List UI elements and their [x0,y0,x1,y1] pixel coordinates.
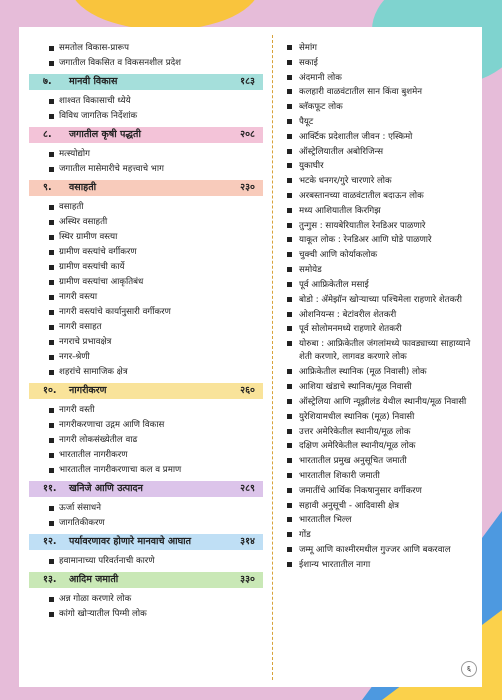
bullet-icon [287,562,292,567]
bullet-icon [287,45,292,50]
bullet-icon [287,252,292,257]
list-item: युकाघीर [285,159,475,174]
list-item: नागरी लोकसंख्येतील वाढ [29,433,263,448]
list-item: ब्लॅकफूट लोक [285,100,475,115]
bullet-icon [287,223,292,228]
list-item: पूर्व सोलोमनमध्ये राहणारे शेतकरी [285,322,475,337]
list-item: ऑस्ट्रेलियातील अबोरिजिन्स [285,145,475,160]
intro-list [29,41,263,71]
list-item: योरुबा : आफ्रिकेतील जंगलांमध्ये फावड्याच्या साहाय्याने शेती करणारे, लागवड करणारे लोक [285,337,475,365]
topic-list [285,41,475,573]
list-item: आशिया खंडाचे स्थानिक/मूळ निवासी [285,380,475,395]
list-item: समोयेड [285,263,475,278]
list-item: नागरी वसाहत [29,320,263,335]
bullet-icon [287,312,292,317]
list-item: जागतिकीकरण [29,516,263,531]
bullet-icon [49,46,54,51]
list-item: नागरी वस्त्या [29,290,263,305]
chapter-page: २६० [240,385,255,396]
bullet-icon [49,423,54,428]
bullet-icon [49,468,54,473]
chapter-header[interactable] [29,180,263,196]
list-item: अस्थिर वसाहती [29,215,263,230]
list-item: अरबस्तानच्या वाळवंटातील बदाऊन लोक [285,189,475,204]
list-item: शाश्वत विकासाची ध्येये [29,94,263,109]
list-item: ओशनियन्स : बेटांवरील शेतकरी [285,308,475,323]
bullet-icon [49,521,54,526]
bullet-icon [49,99,54,104]
bullet-icon [287,178,292,183]
list-item: नागरीकरणाचा उद्गम आणि विकास [29,418,263,433]
bullet-icon [49,325,54,330]
list-item: नगराचे प्रभावक्षेत्र [29,335,263,350]
list-item: सकाई [285,56,475,71]
bullet-icon [49,370,54,375]
bullet-icon [49,559,54,564]
bullet-icon [287,267,292,272]
list-item: विविध जागतिक निर्देशांक [29,109,263,124]
list-item: ग्रामीण वस्त्यांचे वर्गीकरण [29,245,263,260]
chapter-page: १८३ [240,76,255,87]
list-item: कलहारी वाळवंटातील सान किंवा बुशमेन [285,85,475,100]
bullet-icon [287,458,292,463]
bullet-icon [287,473,292,478]
list-item: नगर-श्रेणी [29,350,263,365]
list-item: सहावी अनुसूची - आदिवासी क्षेत्र [285,499,475,514]
bullet-icon [49,235,54,240]
chapter-title: मानवी विकास [69,76,118,87]
bullet-icon [49,250,54,255]
bullet-icon [49,506,54,511]
list-item: ऑस्ट्रेलिया आणि न्यूझीलंड येथील स्थानीय/मूळ निवासी [285,395,475,410]
list-item: मध्य आशियातील किरगिझ [285,204,475,219]
list-item: जगातील मासेमारीचे महत्त्वाचे भाग [29,162,263,177]
chapter-number: १०. [43,385,57,396]
chapter-number: ११. [43,483,57,494]
bullet-icon [49,295,54,300]
bullet-icon [287,149,292,154]
bullet-icon [287,134,292,139]
list-item: कांगो खोऱ्यातील पिग्मी लोक [29,607,263,622]
bullet-icon [49,310,54,315]
chapter-title: आदिम जमाती [69,574,119,585]
list-item: मत्स्योद्योग [29,147,263,162]
list-item: अंदमानी लोक [285,71,475,86]
list-item: ग्रामीण वस्त्यांची कार्ये [29,260,263,275]
chapter-title: जगातील कृषी पद्धती [69,129,141,140]
bullet-icon [287,193,292,198]
chapter-number: ९. [43,182,52,193]
bullet-icon [49,408,54,413]
list-item: उत्तर अमेरिकेतील स्थानीय/मूळ लोक [285,425,475,440]
bullet-icon [287,297,292,302]
chapter-items [29,501,263,531]
bullet-icon [287,369,292,374]
list-item: समतोल विकास-प्रारूप [29,41,263,56]
bullet-icon [49,280,54,285]
bullet-icon [287,399,292,404]
chapter-page: ३३० [240,574,255,585]
list-item: नागरी वस्त्यांचे कार्यानुसारी वर्गीकरण [29,305,263,320]
bullet-icon [287,282,292,287]
list-item: याकूत लोक : रेनडिअर आणि घोडे पाळणारे [285,233,475,248]
bullet-icon [287,517,292,522]
list-item: ऊर्जा संसाधने [29,501,263,516]
bullet-icon [287,208,292,213]
list-item: बोडो : ॲमेझॉन खोऱ्याच्या पश्चिमेला राहणारे शेतकरी [285,293,475,308]
chapter-number: ८. [43,129,52,140]
chapter-page: २०८ [240,129,255,140]
chapter-header[interactable] [29,572,263,588]
bullet-icon [287,384,292,389]
bullet-icon [287,547,292,552]
list-item: गोंड [285,528,475,543]
list-item: शहरांचे सामाजिक क्षेत्र [29,365,263,380]
chapter-header[interactable] [29,534,263,550]
list-item: जमातींचे आर्थिक निकषानुसार वर्गीकरण [285,484,475,499]
chapter-title: खनिजे आणि उत्पादन [69,483,143,494]
bullet-icon [49,265,54,270]
list-item: वसाहती [29,200,263,215]
list-item: जम्मू आणि काश्मीरमधील गुज्जर आणि बकरवाल [285,543,475,558]
chapter-page: ३१४ [240,536,255,547]
bullet-icon [287,89,292,94]
list-item: भटके धनगर/गुरे चारणारे लोक [285,174,475,189]
list-item: भारतातील प्रमुख अनुसूचित जमाती [285,454,475,469]
list-item: ग्रामीण वस्त्यांचा आकृतिबंध [29,275,263,290]
bullet-icon [49,597,54,602]
chapter-title: पर्यावरणावर होणारे मानवाचे आघात [69,536,192,547]
bullet-icon [287,163,292,168]
bullet-icon [49,220,54,225]
bullet-icon [287,60,292,65]
list-item: नागरी वस्ती [29,403,263,418]
list-item: जगातील विकसित व विकसनशील प्रदेश [29,56,263,71]
chapter-header[interactable] [29,74,263,90]
chapter-items [29,592,263,622]
bullet-icon [287,532,292,537]
bullet-icon [49,438,54,443]
chapter-title: नागरीकरण [69,385,107,396]
bullet-icon [287,326,292,331]
bullet-icon [287,443,292,448]
column-divider [272,35,273,680]
list-item: भारतातील नागरीकरण [29,448,263,463]
chapter-header[interactable] [29,383,263,399]
chapter-page: २८९ [240,483,255,494]
list-item: भारतातील नागरीकरणाचा कल व प्रमाण [29,463,263,478]
list-item: भारतातील भिल्ल [285,513,475,528]
list-item: आर्क्टिक प्रदेशातील जीवन : एस्किमो [285,130,475,145]
chapter-items [29,147,263,177]
bullet-icon [49,114,54,119]
list-item: हवामानाच्या परिवर्तनाची कारणे [29,554,263,569]
list-item: ईशान्य भारतातील नागा [285,558,475,573]
list-item: चुक्ची आणि कोर्याकलोक [285,248,475,263]
bullet-icon [49,152,54,157]
list-item: दक्षिण अमेरिकेतील स्थानीय/मूळ लोक [285,439,475,454]
chapter-items [29,94,263,124]
list-item: भारतातील शिकारी जमाती [285,469,475,484]
chapter-header[interactable] [29,127,263,143]
list-item: स्थिर ग्रामीण वस्त्या [29,230,263,245]
chapter-number: १३. [43,574,57,585]
chapter-items [29,200,263,380]
list-item: युरेशियामधील स्थानिक (मूळ) निवासी [285,410,475,425]
chapter-number: १२. [43,536,57,547]
bullet-icon [49,340,54,345]
left-column [29,41,263,622]
bullet-icon [287,237,292,242]
bullet-icon [49,61,54,66]
chapter-items [29,554,263,569]
list-item: पूर्व आफ्रिकेतील मसाई [285,278,475,293]
bullet-icon [287,488,292,493]
list-item: पैयूट [285,115,475,130]
chapter-items [29,403,263,478]
right-column [285,41,475,573]
bullet-icon [287,119,292,124]
list-item: सेमांग [285,41,475,56]
bullet-icon [287,75,292,80]
chapter-page: २३० [240,182,255,193]
chapter-number: ७. [43,76,52,87]
bullet-icon [49,167,54,172]
chapter-title: वसाहती [69,182,97,193]
bullet-icon [287,414,292,419]
list-item: अन्न गोळा करणारे लोक [29,592,263,607]
bullet-icon [287,429,292,434]
bullet-icon [287,503,292,508]
chapter-header[interactable] [29,481,263,497]
bullet-icon [287,104,292,109]
decorative-shape-yellow [70,0,260,30]
bullet-icon [287,341,292,346]
page-number: ६ [461,661,477,677]
list-item: आफ्रिकेतील स्थानिक (मूळ निवासी) लोक [285,365,475,380]
bullet-icon [49,205,54,210]
bullet-icon [49,612,54,617]
bullet-icon [49,453,54,458]
contents-page [19,27,482,687]
bullet-icon [49,355,54,360]
list-item: तुन्गुस : सायबेरियातील रेनडिअर पाळणारे [285,219,475,234]
